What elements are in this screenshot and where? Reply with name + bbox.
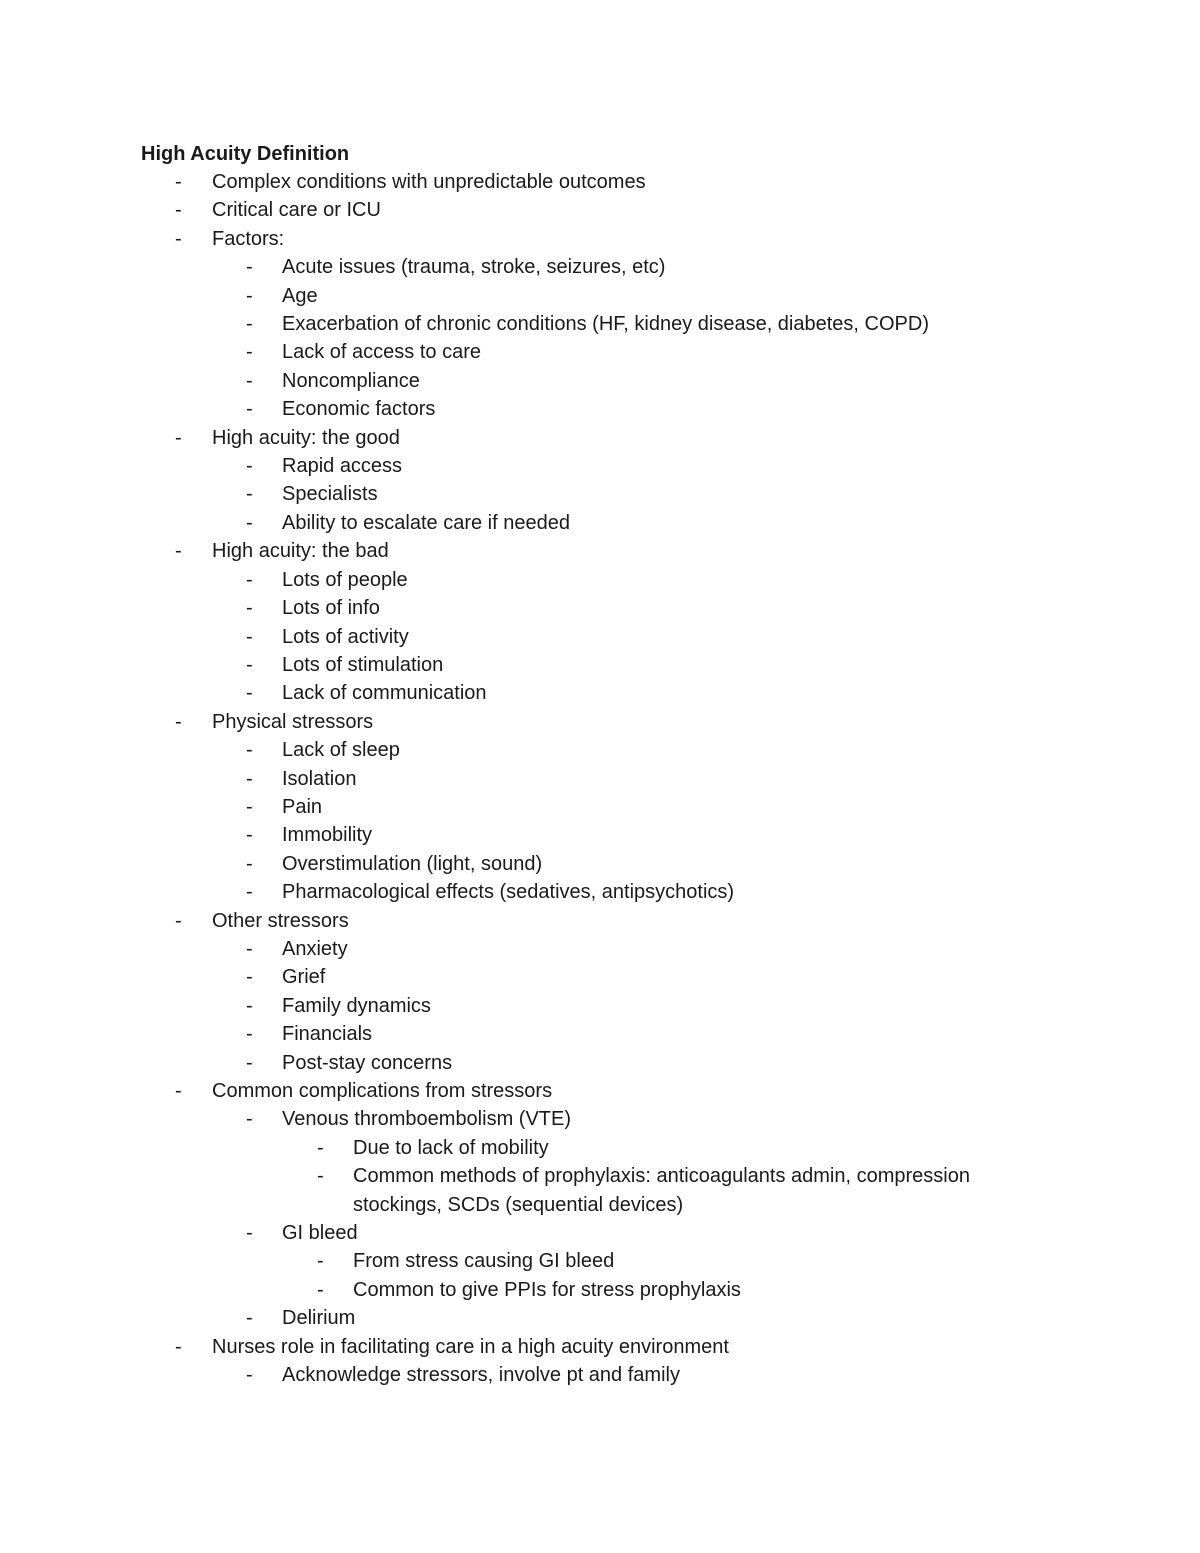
bullet-dash: -: [246, 937, 253, 960]
outline-item-level-2: [0, 480, 1200, 508]
outline-item-text: Family dynamics: [282, 994, 431, 1017]
outline-item-level-2: [0, 1361, 1200, 1389]
outline-item-level-2: [0, 765, 1200, 793]
bullet-dash: -: [175, 227, 182, 250]
outline-item-level-1: [0, 907, 1200, 935]
outline-item-text: Lack of communication: [282, 682, 487, 705]
bullet-dash: -: [246, 369, 253, 392]
bullet-dash: -: [246, 1023, 253, 1046]
bullet-dash: -: [175, 199, 182, 222]
outline-item-text: High acuity: the good: [212, 426, 400, 449]
bullet-dash: -: [246, 313, 253, 336]
outline-item-level-2: [0, 338, 1200, 366]
outline-item-level-2: [0, 623, 1200, 651]
outline-item-text: High acuity: the bad: [212, 540, 389, 563]
bullet-dash: -: [175, 171, 182, 193]
bullet-dash: -: [246, 994, 253, 1017]
bullet-dash: -: [246, 852, 253, 875]
document-title: High Acuity Definition: [141, 143, 350, 165]
outline-item-text: Specialists: [282, 483, 378, 506]
bullet-dash: -: [175, 540, 182, 563]
bullet-dash: -: [246, 341, 253, 364]
outline-item-text: Grief: [282, 966, 326, 989]
outline-item-level-2: [0, 566, 1200, 594]
bullet-dash: -: [317, 1250, 324, 1273]
outline-item-level-2: [0, 282, 1200, 310]
outline-item-level-2: [0, 1049, 1200, 1077]
outline-item-level-1: [0, 708, 1200, 736]
outline-item-text: Common methods of prophylaxis: anticoagulants admin, compression stockings, SCDs (sequential devices): [353, 1165, 970, 1216]
outline-item-text: Critical care or ICU: [212, 199, 381, 222]
bullet-dash: -: [246, 398, 253, 421]
outline-item-level-1: [0, 196, 1200, 224]
bullet-dash: -: [246, 682, 253, 705]
bullet-dash: -: [246, 256, 253, 279]
outline-item-text: Exacerbation of chronic conditions (HF, kidney disease, diabetes, COPD): [282, 313, 929, 336]
outline-item-text: Rapid access: [282, 455, 403, 478]
outline-item-level-1: [0, 537, 1200, 565]
outline-item-text: Isolation: [282, 767, 357, 790]
outline-item-level-3: [0, 1162, 1200, 1219]
outline-item-text: Lots of activity: [282, 625, 409, 648]
outline-item-level-2: [0, 878, 1200, 906]
outline-item-text: Nurses role in facilitating care in a high acuity environment: [212, 1335, 729, 1358]
outline-item-text: Anxiety: [282, 937, 348, 960]
outline-item-level-2: [0, 935, 1200, 963]
outline-item-level-2: [0, 1219, 1200, 1247]
outline-item-level-1: [0, 225, 1200, 253]
outline-item-text: Due to lack of mobility: [353, 1136, 549, 1159]
bullet-dash: -: [175, 909, 182, 932]
bullet-dash: -: [246, 455, 253, 478]
bullet-dash: -: [246, 739, 253, 762]
outline-item-text: Age: [282, 284, 318, 307]
outline-item-level-2: [0, 1020, 1200, 1048]
outline-item-text: Factors:: [212, 227, 285, 250]
bullet-dash: -: [246, 1051, 253, 1074]
bullet-dash: -: [246, 653, 253, 676]
bullet-dash: -: [246, 284, 253, 307]
outline-item-text: Complex conditions with unpredictable outcomes: [212, 171, 646, 193]
bullet-dash: -: [246, 1222, 253, 1245]
bullet-dash: -: [246, 824, 253, 847]
outline-item-text: Physical stressors: [212, 710, 374, 733]
bullet-dash: -: [246, 795, 253, 818]
outline-item-text: Lots of stimulation: [282, 653, 444, 676]
bullet-dash: -: [175, 1080, 182, 1102]
outline-item-text: Venous thromboembolism (VTE): [282, 1108, 572, 1131]
outline-item-level-3: [0, 1276, 1200, 1304]
bullet-dash: -: [175, 1335, 182, 1358]
outline-item-level-2: [0, 1304, 1200, 1332]
outline-item-text: Common complications from stressors: [212, 1080, 553, 1102]
outline-item-text: Acute issues (trauma, stroke, seizures, etc): [282, 256, 666, 279]
outline-item-text: Lack of sleep: [282, 739, 400, 762]
outline-item-level-2: [0, 736, 1200, 764]
outline-item-level-2: [0, 253, 1200, 281]
bullet-dash: -: [317, 1165, 324, 1188]
outline-item-level-2: [0, 367, 1200, 395]
outline-item-level-1: [0, 424, 1200, 452]
outline-item-text: Ability to escalate care if needed: [282, 511, 570, 534]
outline-item-level-2: [0, 594, 1200, 622]
outline-item-text: Acknowledge stressors, involve pt and family: [282, 1364, 680, 1387]
outline-item-level-2: [0, 821, 1200, 849]
outline-item-level-2: [0, 1105, 1200, 1133]
bullet-dash: -: [246, 881, 253, 904]
outline-item-level-2: [0, 651, 1200, 679]
bullet-dash: -: [246, 1307, 253, 1330]
bullet-dash: -: [246, 511, 253, 534]
outline-item-level-1: [0, 1333, 1200, 1361]
outline-item-level-2: [0, 679, 1200, 707]
outline-item-text: Other stressors: [212, 909, 349, 932]
outline-item-level-2: [0, 793, 1200, 821]
outline-item-text: Delirium: [282, 1307, 356, 1330]
outline-item-text: Common to give PPIs for stress prophylaxis: [353, 1278, 741, 1301]
bullet-dash: -: [246, 483, 253, 506]
outline-item-level-1: [0, 1077, 1200, 1105]
outline-item-text: Immobility: [282, 824, 373, 847]
bullet-dash: -: [246, 966, 253, 989]
outline-item-level-2: [0, 963, 1200, 991]
outline-item-text: Lots of people: [282, 568, 408, 591]
notes-outline: [0, 168, 1200, 1389]
outline-item-level-2: [0, 992, 1200, 1020]
outline-item-text: Financials: [282, 1023, 373, 1046]
bullet-dash: -: [246, 1108, 253, 1131]
outline-item-level-2: [0, 452, 1200, 480]
bullet-dash: -: [246, 1364, 253, 1387]
bullet-dash: -: [175, 426, 182, 449]
bullet-dash: -: [317, 1278, 324, 1301]
outline-item-text: From stress causing GI bleed: [353, 1250, 615, 1273]
outline-item-text: Noncompliance: [282, 369, 420, 392]
bullet-dash: -: [246, 625, 253, 648]
bullet-dash: -: [246, 767, 253, 790]
outline-item-text: Lack of access to care: [282, 341, 481, 364]
outline-item-text: Economic factors: [282, 398, 436, 421]
outline-item-text: Lots of info: [282, 597, 380, 620]
outline-item-level-2: [0, 509, 1200, 537]
outline-item-text: Overstimulation (light, sound): [282, 852, 543, 875]
outline-item-level-3: [0, 1247, 1200, 1275]
bullet-dash: -: [246, 568, 253, 591]
bullet-dash: -: [175, 710, 182, 733]
outline-item-level-2: [0, 850, 1200, 878]
outline-item-level-2: [0, 310, 1200, 338]
outline-item-text: Pain: [282, 795, 323, 818]
bullet-dash: -: [317, 1136, 324, 1159]
outline-item-level-1: [0, 168, 1200, 196]
outline-item-text: Pharmacological effects (sedatives, antipsychotics): [282, 881, 735, 904]
outline-item-text: GI bleed: [282, 1222, 358, 1245]
outline-item-text: Post-stay concerns: [282, 1051, 453, 1074]
outline-item-level-2: [0, 395, 1200, 423]
bullet-dash: -: [246, 597, 253, 620]
outline-item-level-3: [0, 1134, 1200, 1162]
